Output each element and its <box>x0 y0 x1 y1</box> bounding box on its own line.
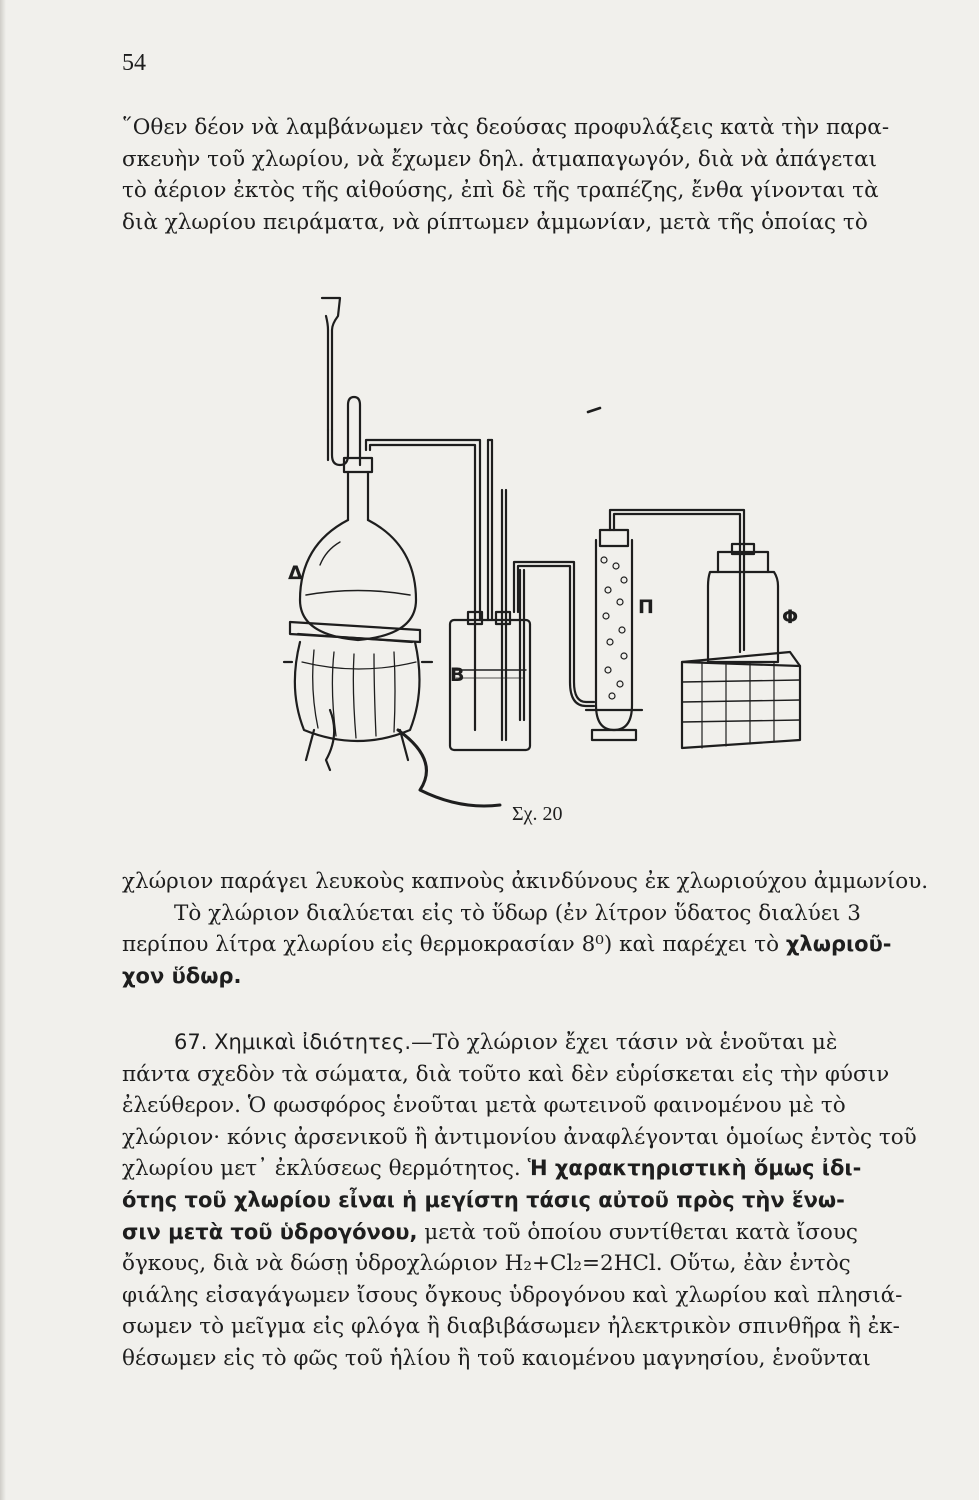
section-heading: 67. Χημικαὶ ἰδιότητες. <box>174 1030 412 1054</box>
text-line <box>122 961 962 993</box>
text-line: τὸ ἀέριον ἐκτὸς τῆς αἰθούσης, ἐπὶ δὲ τῆς τραπέζης, ἔνθα γίνονται τὰ <box>122 178 879 204</box>
text-line: σκευὴν τοῦ χλωρίου, νὰ ἔχωμεν δηλ. ἀτμαπαγωγόν, διὰ νὰ ἀπάγεται <box>122 146 878 172</box>
text-line: ἐλεύθερον. Ὁ φωσφόρος ἑνοῦται μετὰ φωτεινοῦ φαινομένου μὲ τὸ <box>122 1093 846 1119</box>
text-line: Τὸ χλώριον διαλύεται εἰς τὸ ὕδωρ (ἐν λίτρον ὕδατος διαλύει 3 <box>174 900 861 926</box>
intro-paragraph <box>122 112 962 238</box>
figure-caption: Σχ. 20 <box>512 803 563 825</box>
label-beta: Β <box>450 664 465 686</box>
bold-term: Ἡ χαρακτηριστικὴ ὅμως ἰδι- <box>527 1156 862 1181</box>
text-line <box>122 1027 962 1059</box>
text-span: —Τὸ χλώριον ἔχει τάσιν νὰ ἑνοῦται μὲ <box>411 1030 838 1055</box>
chlorine-apparatus-drawing <box>270 290 960 820</box>
section-67 <box>122 1027 962 1375</box>
bold-term: σιν μετὰ τοῦ ὑδρογόνου, <box>122 1219 418 1244</box>
text-line <box>122 1153 962 1185</box>
text-line: θέσωμεν εἰς τὸ φῶς τοῦ ἡλίου ἢ τοῦ καιομένου μαγνησίου, ἑνοῦνται <box>122 1345 871 1371</box>
text-span: μετὰ τοῦ ὁποίου συντίθεται κατὰ ἴσους <box>424 1219 858 1245</box>
text-span: περίπου λίτρα χλωρίου εἰς θερμοκρασίαν 8⁰) καὶ παρέχει τὸ <box>122 932 780 958</box>
text-line: πάντα σχεδὸν τὰ σώματα, διὰ τοῦτο καὶ δὲν εὑρίσκεται εἰς τὴν φύσιν <box>122 1061 890 1087</box>
label-delta: Δ <box>288 562 303 584</box>
bold-term: ότης τοῦ χλωρίου εἶναι ἡ μεγίστη τάσις αὐτοῦ πρὸς τὴν ἕνω- <box>122 1187 845 1212</box>
text-line: χλώριον· κόνις ἀρσενικοῦ ἢ ἀντιμονίου ἀναφλέγονται ὁμοίως ἐντὸς τοῦ <box>122 1124 917 1150</box>
text-line: φιάλης εἰσαγάγωμεν ἴσους ὄγκους ὑδρογόνου καὶ χλωρίου καὶ πλησιά- <box>122 1282 903 1308</box>
bold-term: χον ὕδωρ. <box>122 963 242 988</box>
scan-edge-shadow <box>0 0 6 1500</box>
label-pi: Π <box>638 596 654 618</box>
text-line <box>122 1185 962 1217</box>
bold-term: χλωριοῦ- <box>785 932 892 957</box>
label-phi: Φ <box>782 606 799 628</box>
page-number: 54 <box>122 50 146 76</box>
text-line: χλώριον παράγει λευκοὺς καπνοὺς ἀκινδύνους ἐκ χλωριούχου ἀμμωνίου. <box>122 869 929 894</box>
text-line <box>122 1217 962 1249</box>
text-line: ὄγκους, διὰ νὰ δώσῃ ὑδροχλώριον H₂+Cl₂=2HCl. Οὕτω, ἐὰν ἐντὸς <box>122 1251 851 1277</box>
text-span: χλωρίου μετ᾿ ἐκλύσεως θερμότητος. <box>122 1156 521 1182</box>
text-line: ῞Οθεν δέον νὰ λαμβάνωμεν τὰς δεούσας προφυλάξεις κατὰ τὴν παρα- <box>122 115 890 140</box>
text-line <box>122 929 962 961</box>
text-line: σωμεν τὸ μεῖγμα εἰς φλόγα ἢ διαβιβάσωμεν ἠλεκτρικὸν σπινθῆρα ἢ ἐκ- <box>122 1314 900 1340</box>
after-figure-paragraph <box>122 866 962 992</box>
text-line: διὰ χλωρίου πειράματα, νὰ ρίπτωμεν ἀμμωνίαν, μετὰ τῆς ὁποίας τὸ <box>122 209 868 235</box>
apparatus-figure <box>270 290 960 820</box>
